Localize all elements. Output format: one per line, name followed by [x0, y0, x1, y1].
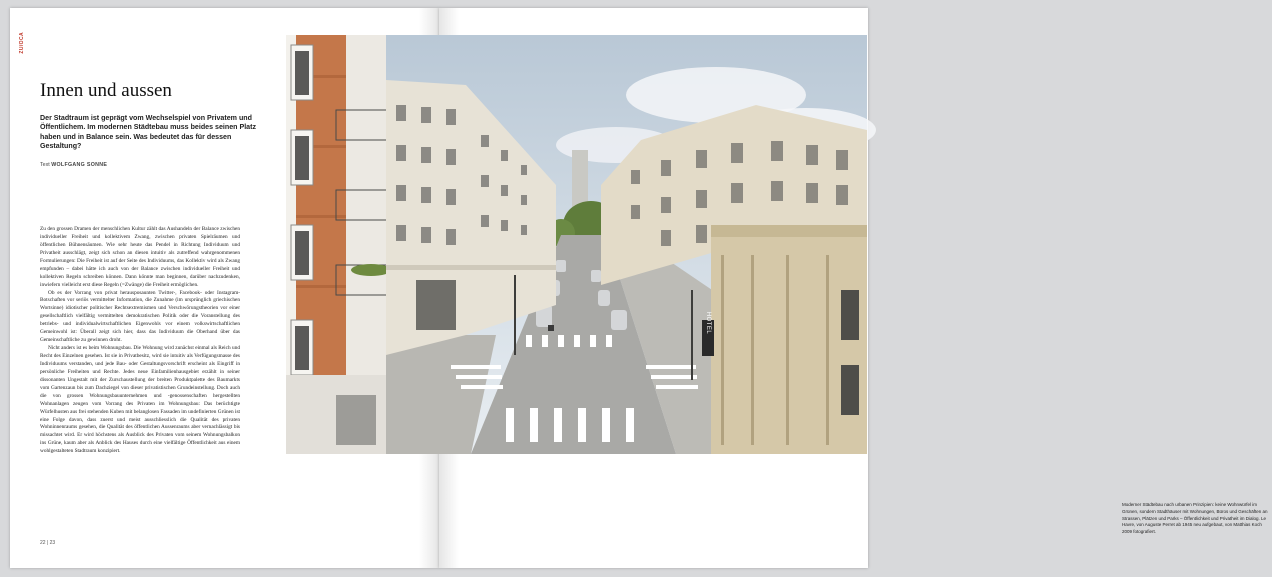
hotel-sign: HOTEL — [705, 311, 711, 335]
street-photo — [286, 35, 867, 454]
body-paragraph: Zu den grossen Dramen der menschlichen Kultur zählt das Aushandeln der Balance zwischen individueller Freiheit und kollektivem Zwang, zwischen privaten Spielräumen und öffentlichen Bühnensäumen. Wie sehr heute das Pendel in Richtung Individuum und Privatheit ausschlägt, zeigt sich schon an diesen intuitiv als zutreffend wahrgenommenen Formulierungen: Die Freiheit ist auf der Seite des Individuums, das Kollektiv wird als Zwang empfunden – dabei hätte ich auch von der Balance zwischen individueller Freiheit und kollektiven Regeln schreiben können. Dann könnte man beginnen, darüber nachzudenken, inwiefern vielleicht erst diese Regeln (=Zwänge) die Freiheit ermöglichen. — [40, 226, 240, 288]
article-body — [40, 226, 240, 456]
page-numbers: 22 | 23 — [40, 540, 56, 546]
article-lede: Der Stadtraum ist geprägt vom Wechselspiel von Privatem und Öffentlichem. Im modernen Städtebau muss beides seinen Platz haben und in Balance sein. Was bedeutet das für dessen Gestaltung? — [40, 114, 257, 151]
body-paragraph: Ob es der Vorrang von privat herausposaunten Twitter-, Facebook- oder Instagram-Botschaften vor seriös vermittelter Information, die Zunahme (im ursprünglich griechischen Wortsinne) idiotischer politischer Rechtsextremismen und Verschwörungstheorien vor einer gesellschaftlich vielfältig vermittelten demokratischen Politik oder die Voranstellung des betriebs- und individualwirtschaftlichen Eigenwohls vor einem volkswirtschaftlichen Gemeinwohl ist: Überall zeigt sich hier, dass das Individuum die Oberhand über das Gemeinschaftliche zu gewinnen droht. — [40, 289, 240, 344]
section-tag: ZU/OCA — [19, 32, 25, 54]
street-photo-illustration — [286, 35, 867, 454]
photo-caption: Moderner Städtebau nach urbanen Prinzipien: keine Wohnwürfel im Grünen, sondern Stadthäuser mit Wohnungen, Büros und Geschäften an Strassen, Plätzen und Parks – Öffentlichkeit und Privatheit im Dialog. Le Havre, von Auguste Perret ab 1945 neu aufgebaut, von Matthias Koch 2009 fotografiert. — [1122, 502, 1268, 534]
magazine-spread — [10, 8, 1268, 568]
body-paragraph: Nicht anders ist es beim Wohnungsbau. Die Wohnung wird zunächst einmal als Reich und Recht des Einzelnen gesehen. Ist sie in Privatbesitz, wird sie intuitiv als Verfügungsmasse des Individuums verstanden, und jede Bau- oder Gestaltungsvorschrift erscheint als Eingriff in persönliche Freiheiten und Rechte. Jedes neue Einfamilienhausgebiet erzählt in seiner dissonanten Ungestalt mit der Zurschaustellung der breiten Produktpalette des Baumarkts vom Gartenzaun bis zum Dachziegel von dieser privatistischen Grundeinstellung. Doch auch die von grossen Wohnungsbauunternehmen und -genossenschaften hergestellten Wohnanlagen zeugen vom Vorrang des Privaten im Wohnungsbau: Das berüchtigte Würfelhusten aus frei stehenden Kuben mit belanglosen Fassaden im undefinierten Grünen ist eine Folge davon, dass zuerst und meist ausschliesslich die Qualität des privaten Wohninnenraums gesehen, die Qualität des öffentlichen Aussenraums aber vernachlässigt bis missachtet wird. Er wird höchstens als Ausblick des Privaten vom seinem Wohnungsbalkon ins Grüne, kaum aber als Anblick des Hauses durch eine vielfältige Öffentlichkeit aus einem wohlgestalteten Stadtraum konzipiert. — [40, 345, 240, 455]
byline-label: Text — [40, 162, 50, 168]
article-headline: Innen und aussen — [40, 80, 172, 101]
byline — [40, 162, 107, 168]
byline-author: WOLFGANG SONNE — [51, 162, 108, 168]
